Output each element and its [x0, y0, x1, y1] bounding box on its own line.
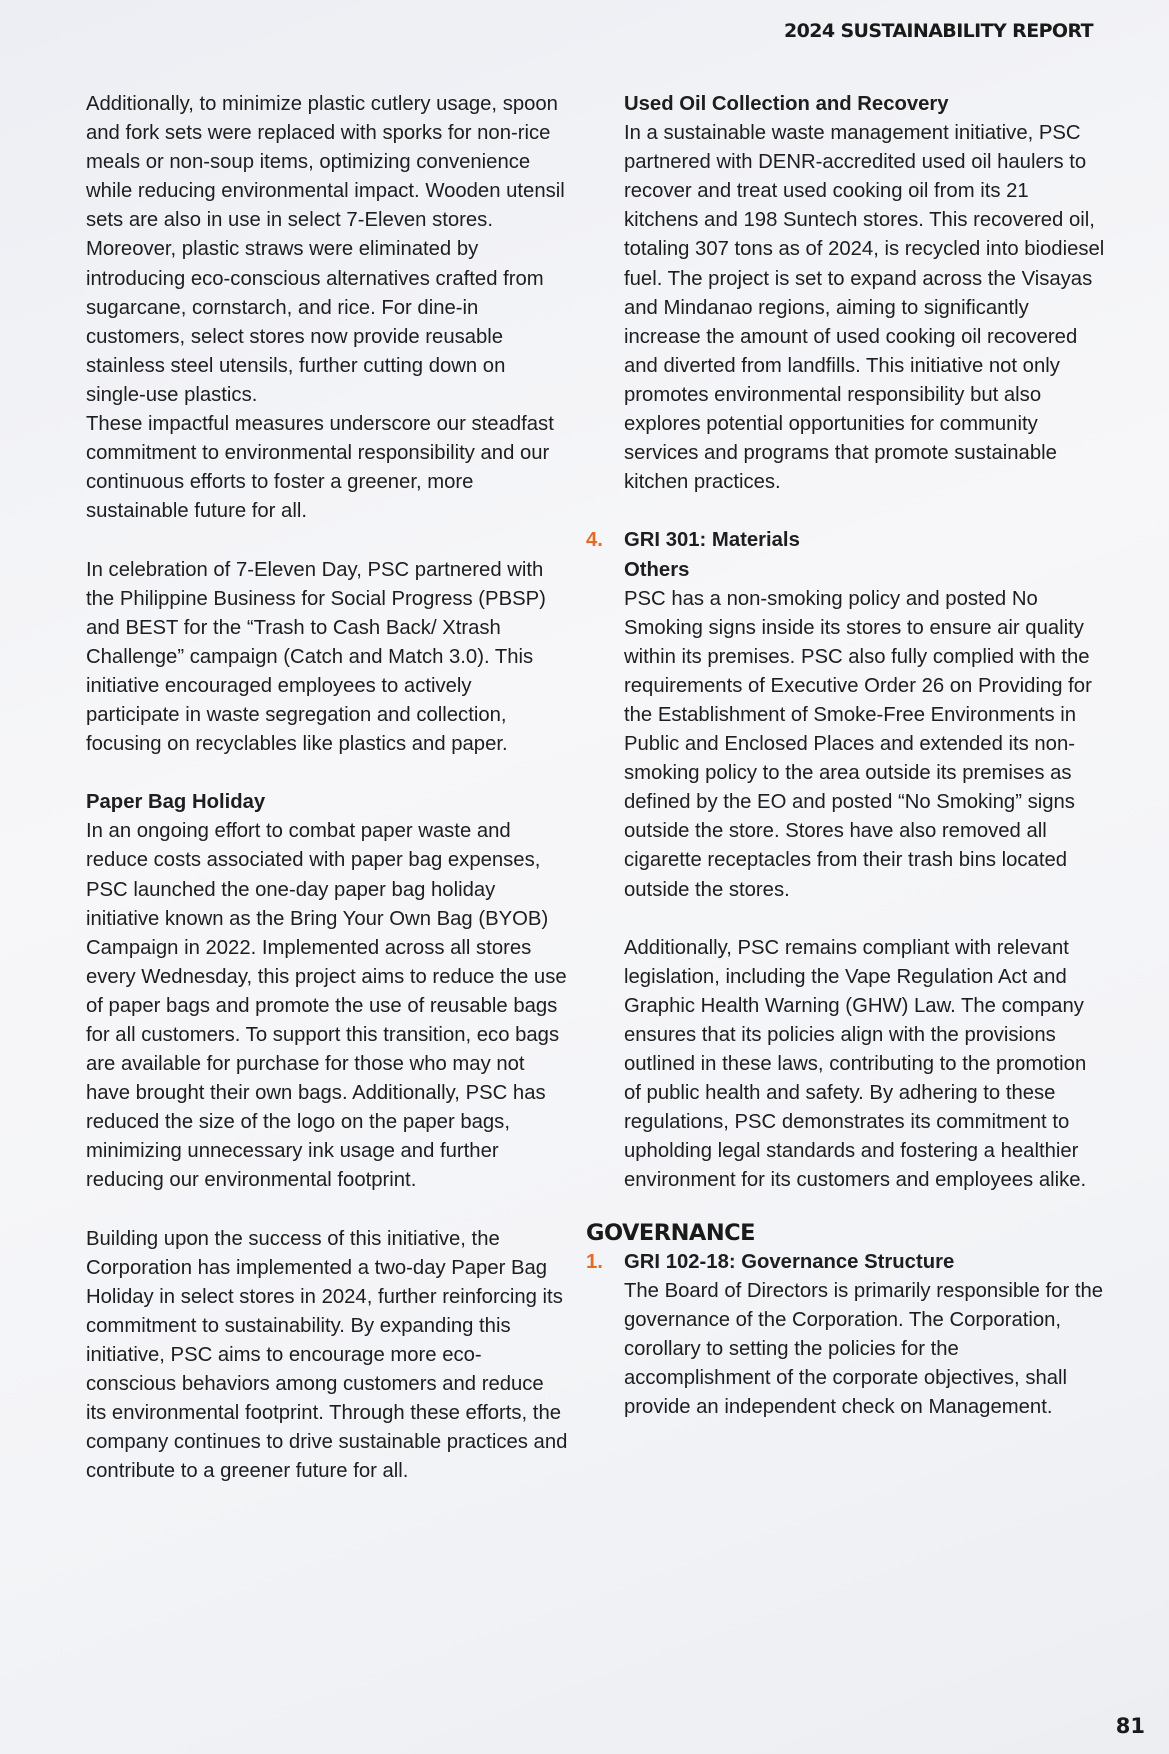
section-title-governance: GOVERNANCE [586, 1219, 756, 1246]
paragraph-used-oil: In a sustainable waste management initiative, PSC partnered with DENR-accredited used oil haulers to recover and treat used cooking oil from its 21 kitchens and 198 Suntech stores. This recovered oil, totaling 307 tons as of 2024, is recycled into biodiesel fuel. The project is set to expand across the Visayas and Mindanao regions, aiming to significantly increase the amount of used cooking oil recovered and diverted from landfills. This initiative not only promotes environmental responsibility but also explores potential opportunities for community services and programs that promote sustainable kitchen practices. [624, 122, 1105, 494]
paragraph-vape-regulation: Additionally, PSC remains compliant with relevant legislation, including the Vape Regulation Act and Graphic Health Warning (GHW) Law. The company ensures that its policies align with the provisions outlined in these laws, contributing to the promotion of public health and safety. By adhering to these regulations, PSC demonstrates its commitment to upholding legal standards and fostering a healthier environment for its customers and employees alike. [624, 936, 1087, 1192]
list-number: 1. [586, 1250, 603, 1273]
paragraph-cutlery: Additionally, to minimize plastic cutlery usage, spoon and fork sets were replaced with sporks for non-rice meals or non-soup items, optimizing convenience while reducing environmental impact. Wooden utensil sets are also in use in select 7-Eleven stores. Moreover, plastic straws were eliminated by introducing eco-conscious alternatives crafted from sugarcane, cornstarch, and rice. For dine-in customers, select stores now provide reusable stainless steel utensils, further cutting down on single-use plastics. [86, 93, 565, 406]
list-item-materials [586, 526, 1106, 555]
list-item-governance-structure [586, 1248, 1106, 1277]
page-number: 81 [1115, 1714, 1145, 1738]
left-column [86, 90, 568, 1487]
paragraph-7eleven-day: In celebration of 7-Eleven Day, PSC partnered with the Philippine Business for Social Progress (PBSP) and BEST for the “Trash to Cash Back/ Xtrash Challenge” campaign (Catch and Match 3.0). This initiative encouraged employees to actively participate in waste segregation and collection, focusing on recyclables like plastics and paper. [86, 558, 546, 756]
heading-used-oil: Used Oil Collection and Recovery [624, 93, 949, 115]
list-number: 4. [586, 529, 603, 552]
paragraph-commitment: These impactful measures underscore our steadfast commitment to environmental responsibility and our continuous efforts to foster a greener, more sustainable future for all. [86, 413, 554, 523]
paragraph-non-smoking: PSC has a non-smoking policy and posted No Smoking signs inside its stores to ensure air quality within its premises. PSC also fully complied with the requirements of Executive Order 26 on Providing for the Establishment of Smoke-Free Environments in Public and Enclosed Places and extended its non-smoking policy to the area outside its premises as defined by the EO and posted “No Smoking” signs outside the store. Stores have also removed all cigarette receptacles from their trash bins located outside the stores. [624, 587, 1092, 901]
paragraph-two-day-holiday: Building upon the success of this initiative, the Corporation has implemented a two-day Paper Bag Holiday in select stores in 2024, further reinforcing its commitment to sustainability. By expanding this initiative, PSC aims to encourage more eco-conscious behaviors among customers and reduce its environmental footprint. Through these efforts, the company continues to drive sustainable practices and contribute to a greener future for all. [86, 1227, 568, 1483]
report-header-title: 2024 SUSTAINABILITY REPORT [783, 20, 1093, 42]
paragraph-byob: In an ongoing effort to combat paper waste and reduce costs associated with paper bag expenses, PSC launched the one-day paper bag holiday initiative known as the Bring Your Own Bag (BYOB) Campaign in 2022. Implemented across all stores every Wednesday, this project aims to reduce the use of paper bags and promote the use of reusable bags for all customers. To support this transition, eco bags are available for purchase for those who may not have brought their own bags. Additionally, PSC has reduced the size of the logo on the paper bags, minimizing unnecessary ink usage and further reducing our environmental footprint. [86, 820, 567, 1192]
paragraph-board: The Board of Directors is primarily responsible for the governance of the Corporation. The Corporation, corollary to setting the policies for the accomplishment of the corporate objectives, shall provide an independent check on Management. [624, 1279, 1104, 1419]
heading-gri-102-18: GRI 102-18: Governance Structure [624, 1250, 955, 1273]
heading-gri-301: GRI 301: Materials [624, 529, 800, 552]
heading-paper-bag-holiday: Paper Bag Holiday [86, 791, 266, 814]
subheading-others: Others [624, 558, 690, 581]
right-column [586, 90, 1106, 1422]
